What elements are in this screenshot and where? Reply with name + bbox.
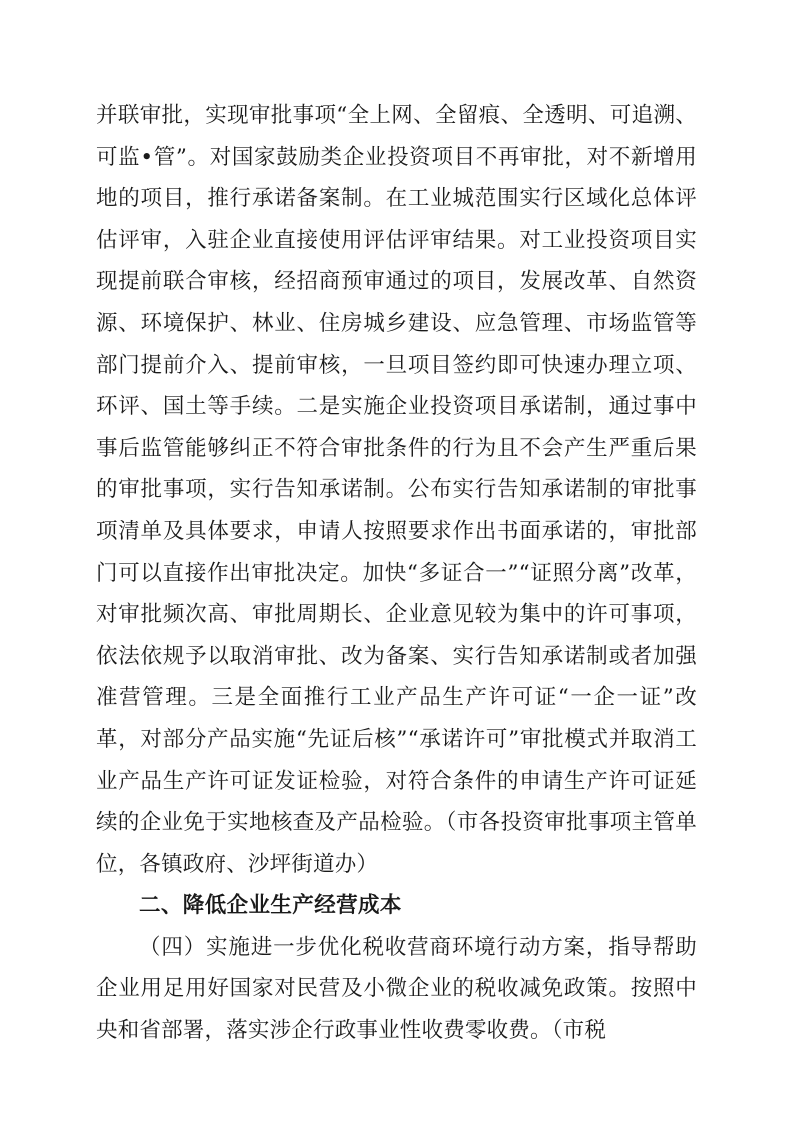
document-body — [96, 95, 697, 1052]
section-heading: 二、降低企业生产经营成本 — [139, 893, 402, 919]
body-paragraph: （四）实施进一步优化税收营商环境行动方案，指导帮助企业用足用好国家对民营及小微企业的税收减免政策。按照中央和省部署，落实涉企行政事业性收费零收费。（市税 — [96, 934, 697, 1044]
body-paragraph: 并联审批，实现审批事项“全上网、全留痕、全透明、可追溯、可监•管”。对国家鼓励类企业投资项目不再审批，对不新增用地的项目，推行承诺备案制。在工业城范围实行区域化总体评估评审，入驻企业直接使用评估评审结果。对工业投资项目实现提前联合审核，经招商预审通过的项目，发展改革、自然资源、环境保护、林业、住房城乡建设、应急管理、市场监管等部门提前介入、提前审核，一旦项目签约即可快速办理立项、环评、国土等手续。二是实施企业投资项目承诺制，通过事中事后监管能够纠正不符合审批条件的行为且不会产生严重后果的审批事项，实行告知承诺制。公布实行告知承诺制的审批事项清单及具体要求，申请人按照要求作出书面承诺的，审批部门可以直接作出审批决定。加快“多证合一”“证照分离”改革，对审批频次高、审批周期长、企业意见较为集中的许可事项，依法依规予以取消审批、改为备案、实行告知承诺制或者加强准营管理。三是全面推行工业产品生产许可证“一企一证”改革，对部分产品实施“先证后核”“承诺许可”审批模式并取消工业产品生产许可证发证检验，对符合条件的申请生产许可证延续的企业免于实地核查及产品检验。（市各投资审批事项主管单位，各镇政府、沙坪街道办） — [96, 103, 697, 877]
